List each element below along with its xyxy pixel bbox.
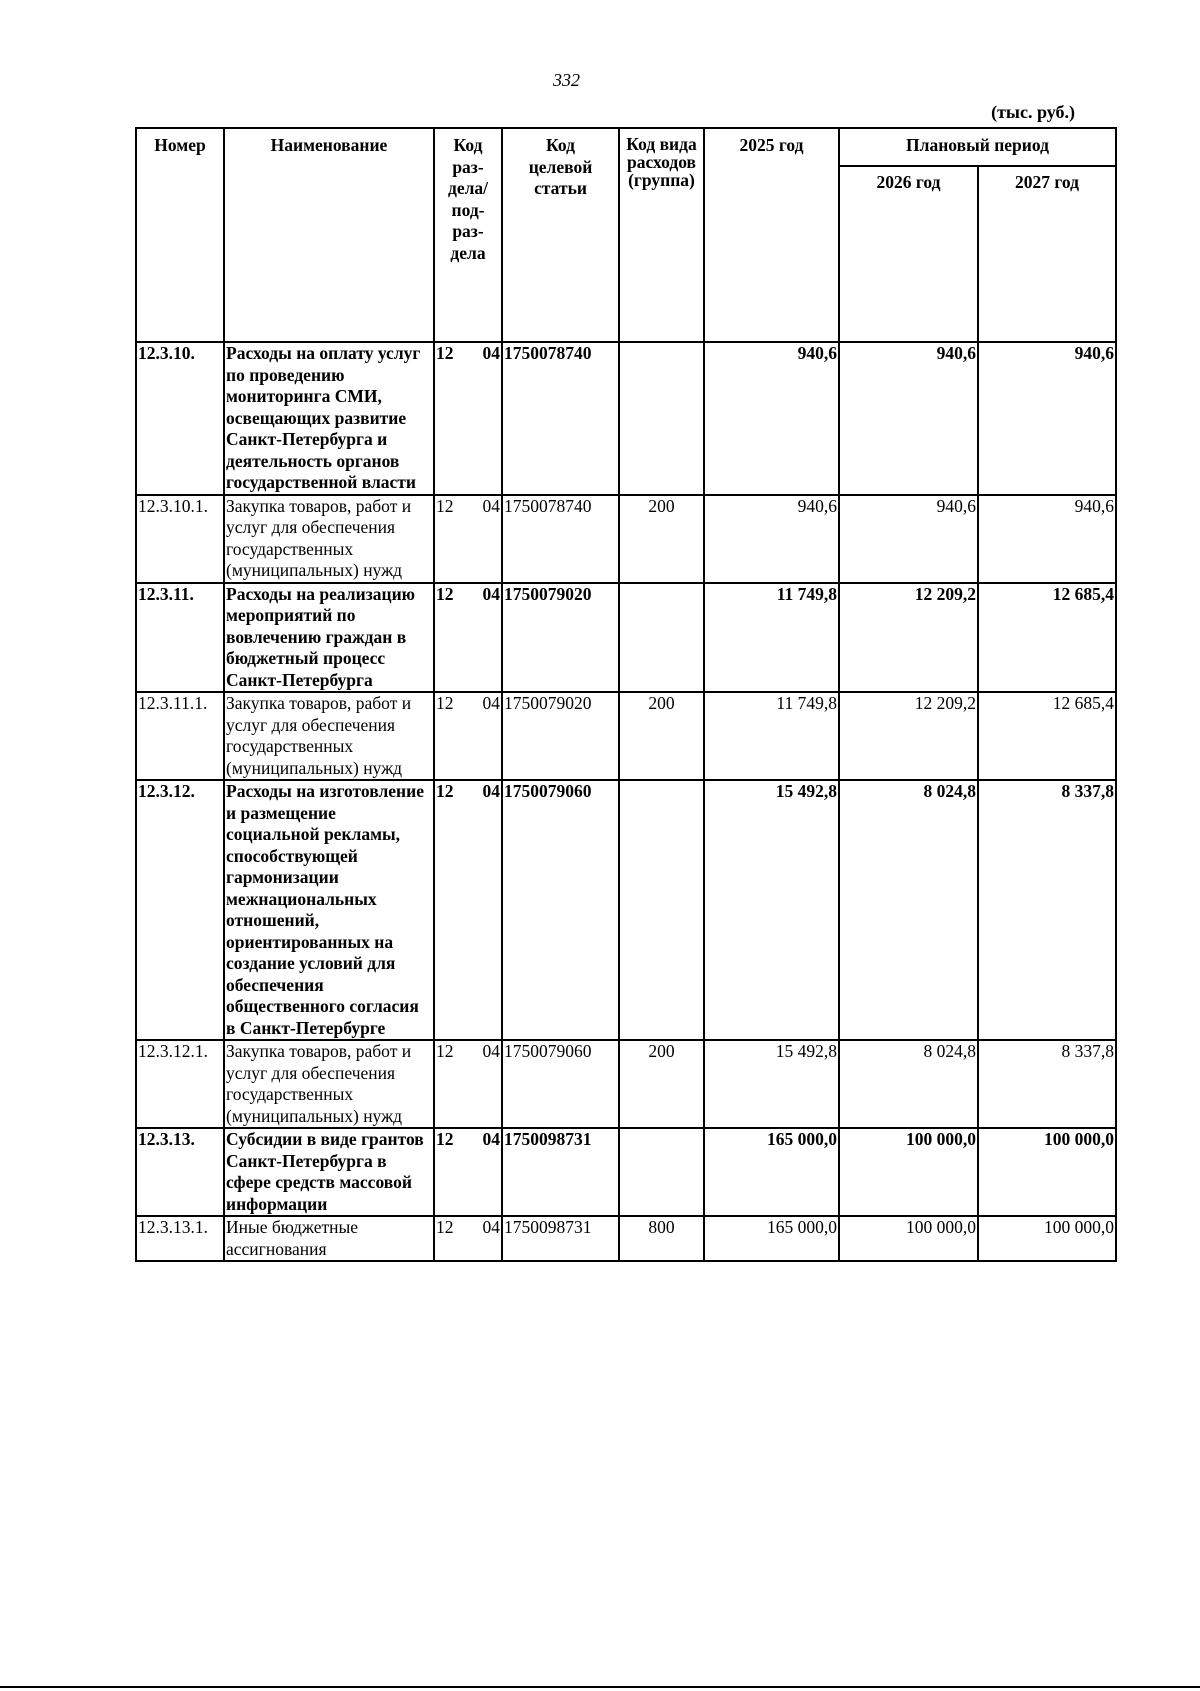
row-name: Закупка товаров, работ и услуг для обеспечения государственных (муниципальных) нужд bbox=[224, 1040, 434, 1128]
table-row bbox=[136, 1040, 1116, 1128]
header-section-code bbox=[434, 128, 502, 342]
row-amount-2026: 12 209,2 bbox=[839, 583, 978, 693]
row-section-code bbox=[434, 780, 502, 1040]
header-section-code-line: раз- bbox=[452, 156, 484, 177]
row-number: 12.3.12.1. bbox=[136, 1040, 224, 1128]
row-expense-kind: 200 bbox=[619, 495, 704, 583]
row-subsection: 04 bbox=[482, 1041, 500, 1061]
header-section-code-line: раз- bbox=[452, 221, 484, 241]
row-amount-2027: 8 337,8 bbox=[978, 1040, 1116, 1128]
row-expense-kind bbox=[619, 780, 704, 1040]
row-name: Расходы на реализацию мероприятий по вовлечению граждан в бюджетный процесс Санкт-Петербурга bbox=[224, 583, 434, 693]
header-target-code-line: Код bbox=[546, 135, 575, 155]
row-number: 12.3.10. bbox=[136, 342, 224, 495]
row-amount-2026: 940,6 bbox=[839, 495, 978, 583]
row-subsection: 04 bbox=[482, 1129, 500, 1149]
row-subsection: 04 bbox=[482, 343, 500, 363]
row-number: 12.3.13.1. bbox=[136, 1216, 224, 1261]
header-section-code-line: дела/ bbox=[447, 178, 489, 198]
table-row bbox=[136, 495, 1116, 583]
table-row bbox=[136, 583, 1116, 693]
units-label: (тыс. руб.) bbox=[991, 102, 1075, 122]
table-row bbox=[136, 692, 1116, 780]
row-amount-2026: 100 000,0 bbox=[839, 1128, 978, 1216]
header-planned-period: Плановый период bbox=[839, 128, 1116, 166]
header-year-2026: 2026 год bbox=[839, 166, 978, 342]
row-amount-2025: 940,6 bbox=[704, 342, 839, 495]
row-target-code: 1750098731 bbox=[502, 1216, 619, 1261]
header-expense-kind-line: Код вида bbox=[626, 134, 697, 154]
header-target-code bbox=[502, 128, 619, 342]
row-number: 12.3.13. bbox=[136, 1128, 224, 1216]
header-year-2025: 2025 год bbox=[704, 128, 839, 342]
header-target-code-line: статьи bbox=[534, 178, 587, 198]
row-amount-2026: 8 024,8 bbox=[839, 1040, 978, 1128]
row-amount-2027: 100 000,0 bbox=[978, 1128, 1116, 1216]
row-target-code: 1750079060 bbox=[502, 780, 619, 1040]
header-year-2027: 2027 год bbox=[978, 166, 1116, 342]
row-name: Расходы на изготовление и размещение социальной рекламы, способствующей гармонизации межнациональных отношений, ориентированных на создание условий для обеспечения общественного согласия в Санкт-Петербурге bbox=[224, 780, 434, 1040]
row-number: 12.3.11.1. bbox=[136, 692, 224, 780]
row-subsection: 04 bbox=[482, 583, 500, 604]
row-name: Расходы на оплату услуг по проведению мониторинга СМИ, освещающих развитие Санкт-Петербурга и деятельность органов государственной власти bbox=[224, 342, 434, 495]
row-amount-2027: 8 337,8 bbox=[978, 780, 1116, 1040]
row-section: 12 bbox=[436, 343, 454, 363]
row-target-code: 1750079020 bbox=[502, 583, 619, 693]
header-number: Номер bbox=[136, 128, 224, 342]
row-expense-kind: 200 bbox=[619, 692, 704, 780]
row-subsection: 04 bbox=[482, 781, 500, 801]
row-subsection: 04 bbox=[482, 693, 500, 713]
header-section-code-line: Код bbox=[453, 135, 483, 155]
table-row bbox=[136, 1216, 1116, 1261]
row-amount-2027: 12 685,4 bbox=[978, 583, 1116, 693]
header-section-code-line: дела bbox=[450, 242, 486, 263]
row-amount-2025: 15 492,8 bbox=[704, 1040, 839, 1128]
row-target-code: 1750098731 bbox=[502, 1128, 619, 1216]
header-expense-kind-line: (группа) bbox=[628, 170, 695, 190]
row-section-code bbox=[434, 1128, 502, 1216]
row-number: 12.3.10.1. bbox=[136, 495, 224, 583]
table-row bbox=[136, 1128, 1116, 1216]
row-name: Иные бюджетные ассигнования bbox=[224, 1216, 434, 1261]
row-amount-2027: 12 685,4 bbox=[978, 692, 1116, 780]
row-target-code: 1750079020 bbox=[502, 692, 619, 780]
row-section-code bbox=[434, 1216, 502, 1261]
header-expense-kind-line: расходов bbox=[627, 152, 696, 172]
row-amount-2026: 100 000,0 bbox=[839, 1216, 978, 1261]
page-number: 332 bbox=[553, 70, 580, 90]
row-amount-2026: 940,6 bbox=[839, 342, 978, 495]
row-name: Субсидии в виде грантов Санкт-Петербурга в сфере средств массовой информации bbox=[224, 1128, 434, 1216]
row-target-code: 1750078740 bbox=[502, 342, 619, 495]
row-section-code bbox=[434, 342, 502, 495]
row-section-code bbox=[434, 692, 502, 780]
row-section: 12 bbox=[436, 1041, 454, 1061]
row-amount-2026: 8 024,8 bbox=[839, 780, 978, 1040]
row-name: Закупка товаров, работ и услуг для обеспечения государственных (муниципальных) нужд bbox=[224, 692, 434, 780]
row-expense-kind bbox=[619, 1128, 704, 1216]
row-section: 12 bbox=[436, 693, 454, 713]
row-section-code bbox=[434, 583, 502, 693]
table-row bbox=[136, 342, 1116, 495]
table-row bbox=[136, 780, 1116, 1040]
row-amount-2025: 15 492,8 bbox=[704, 780, 839, 1040]
table-body bbox=[136, 342, 1116, 1261]
row-expense-kind: 800 bbox=[619, 1216, 704, 1261]
row-number: 12.3.11. bbox=[136, 583, 224, 693]
row-section-code bbox=[434, 495, 502, 583]
row-amount-2027: 100 000,0 bbox=[978, 1216, 1116, 1261]
row-amount-2027: 940,6 bbox=[978, 495, 1116, 583]
row-section-code bbox=[434, 1040, 502, 1128]
page-bottom-rule bbox=[0, 1686, 1200, 1688]
row-target-code: 1750079060 bbox=[502, 1040, 619, 1128]
row-target-code: 1750078740 bbox=[502, 495, 619, 583]
row-expense-kind bbox=[619, 342, 704, 495]
header-expense-kind bbox=[619, 128, 704, 342]
header-name: Наименование bbox=[224, 128, 434, 342]
row-expense-kind: 200 bbox=[619, 1040, 704, 1128]
row-section: 12 bbox=[436, 1129, 454, 1149]
row-amount-2025: 11 749,8 bbox=[704, 692, 839, 780]
header-target-code-line: целевой bbox=[528, 156, 593, 177]
row-section: 12 bbox=[436, 781, 454, 801]
row-name: Закупка товаров, работ и услуг для обеспечения государственных (муниципальных) нужд bbox=[224, 495, 434, 583]
header-section-code-line: под- bbox=[451, 199, 485, 220]
row-expense-kind bbox=[619, 583, 704, 693]
row-section: 12 bbox=[436, 495, 454, 516]
row-amount-2025: 165 000,0 bbox=[704, 1128, 839, 1216]
row-subsection: 04 bbox=[482, 1217, 500, 1237]
row-amount-2025: 940,6 bbox=[704, 495, 839, 583]
row-amount-2025: 11 749,8 bbox=[704, 583, 839, 693]
row-number: 12.3.12. bbox=[136, 780, 224, 1040]
budget-table bbox=[135, 127, 1117, 1262]
row-amount-2025: 165 000,0 bbox=[704, 1216, 839, 1261]
row-amount-2027: 940,6 bbox=[978, 342, 1116, 495]
row-section: 12 bbox=[436, 583, 454, 604]
row-section: 12 bbox=[436, 1217, 454, 1237]
row-subsection: 04 bbox=[482, 495, 500, 516]
row-amount-2026: 12 209,2 bbox=[839, 692, 978, 780]
